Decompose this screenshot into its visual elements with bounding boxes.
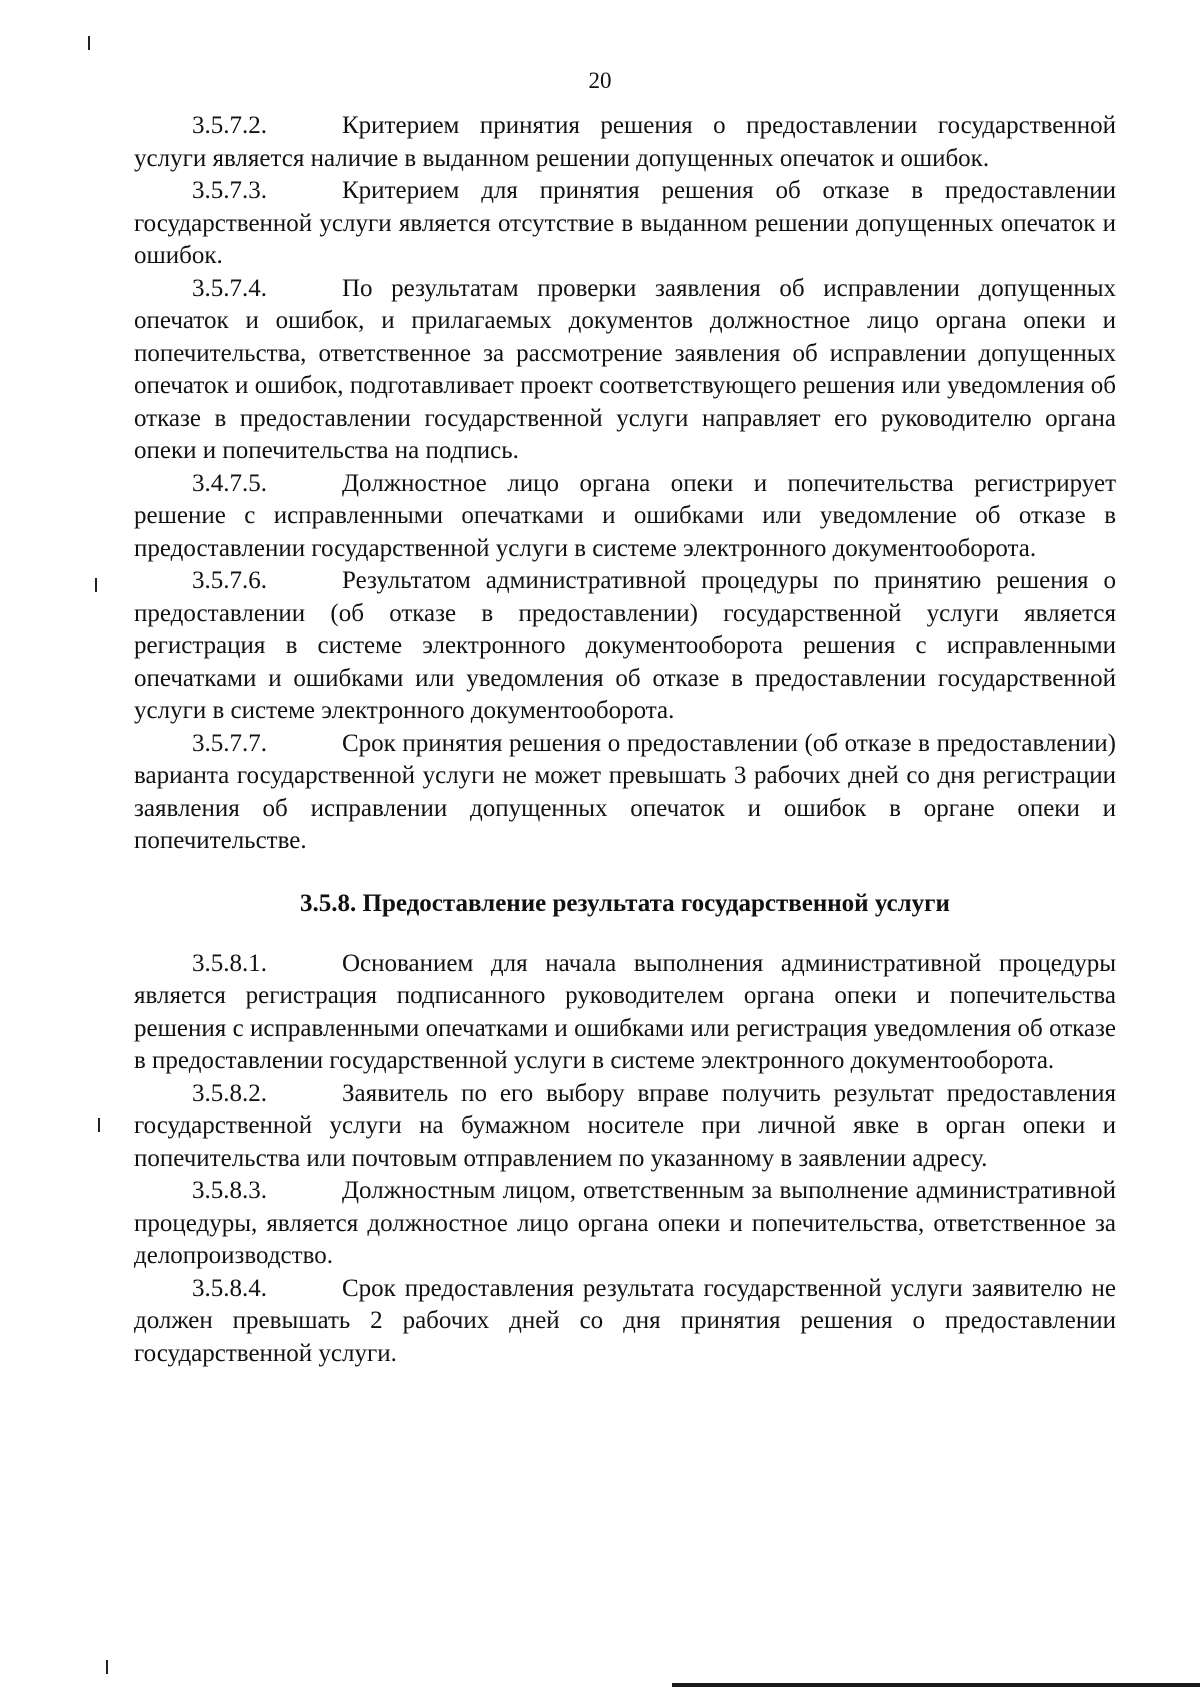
scan-edge-shadow	[672, 1683, 1200, 1687]
document-body	[134, 110, 1116, 1370]
paragraph-3-5-8-1	[134, 948, 1116, 1078]
paragraph-3-5-7-6	[134, 565, 1116, 728]
page-number: 20	[588, 68, 612, 93]
paragraph-number: 3.5.7.4.	[192, 274, 267, 302]
paragraph-number: 3.5.8.1.	[192, 949, 267, 977]
paragraph-number: 3.5.7.3.	[192, 177, 267, 204]
paragraph-text: Должностным лицом, ответственным за выполнение административной процедуры, является должностное лицо органа опеки и попечительства, ответственное за делопроизводство.	[134, 1177, 1116, 1269]
paragraph-text: По результатам проверки заявления об исправлении допущенных опечаток и ошибок, и прилагаемых документов должностное лицо органа опеки и попечительства, ответственное за рассмотрение заявления об исправлении допущенных опечаток и ошибок, подготавливает проект соответствующего решения или уведомления об отказе в предоставлении государственной услуги направляет его руководителю органа опеки и попечительства на подпись.	[134, 274, 1116, 464]
scan-margin-mark	[106, 1660, 108, 1674]
paragraph-3-5-7-2	[134, 110, 1116, 175]
paragraph-number: 3.5.7.6.	[192, 567, 267, 594]
paragraph-number: 3.4.7.5.	[192, 469, 267, 497]
section-heading: 3.5.8. Предоставление результата государственной услуги	[300, 889, 950, 917]
scan-margin-mark	[95, 578, 97, 592]
paragraph-3-4-7-5	[134, 468, 1116, 566]
paragraph-number: 3.5.8.4.	[192, 1274, 267, 1302]
paragraph-number: 3.5.7.2.	[192, 112, 267, 139]
paragraph-text: Критерием для принятия решения об отказе в предоставлении государственной услуги является отсутствие в выданном решении допущенных опечаток и ошибок.	[134, 177, 1116, 269]
paragraph-3-5-7-4	[134, 273, 1116, 468]
paragraph-number: 3.5.8.2.	[192, 1079, 267, 1107]
paragraph-text: Результатом административной процедуры по принятию решения о предоставлении (об отказе в предоставлении) государственной услуги является регистрация в системе электронного документооборота решения с исправленными опечатками и ошибками или уведомления об отказе в предоставлении государственной услуги в системе электронного документооборота.	[134, 567, 1116, 724]
paragraph-text: Заявитель по его выбору вправе получить результат предоставления государственной услуги на бумажном носителе при личной явке в орган опеки и попечительства или почтовым отправлением по указанному в заявлении адресу.	[134, 1079, 1116, 1172]
paragraph-text: Основанием для начала выполнения административной процедуры является регистрация подписанного руководителем органа опеки и попечительства решения с исправленными опечатками и ошибками или регистрация уведомления об отказе в предоставлении государственной услуги в системе электронного документооборота.	[134, 949, 1116, 1074]
paragraph-3-5-8-2	[134, 1078, 1116, 1176]
paragraph-3-5-8-3	[134, 1175, 1116, 1273]
scan-margin-mark	[98, 1118, 100, 1132]
paragraph-number: 3.5.8.3.	[192, 1177, 267, 1204]
paragraph-text: Должностное лицо органа опеки и попечительства регистрирует решение с исправленными опечатками и ошибками или уведомление об отказе в предоставлении государственной услуги в системе электронного документооборота.	[134, 469, 1116, 562]
paragraph-3-5-7-7	[134, 728, 1116, 858]
paragraph-text: Срок принятия решения о предоставлении (об отказе в предоставлении) варианта государственной услуги не может превышать 3 рабочих дней со дня регистрации заявления об исправлении допущенных опечаток и ошибок в органе опеки и попечительстве.	[134, 729, 1116, 854]
paragraph-text: Срок предоставления результата государственной услуги заявителю не должен превышать 2 рабочих дней со дня принятия решения о предоставлении государственной услуги.	[134, 1274, 1116, 1367]
scan-margin-mark	[88, 36, 90, 50]
paragraph-3-5-7-3	[134, 175, 1116, 273]
paragraph-3-5-8-4	[134, 1273, 1116, 1371]
paragraph-text: Критерием принятия решения о предоставлении государственной услуги является наличие в выданном решении допущенных опечаток и ошибок.	[134, 112, 1116, 172]
paragraph-number: 3.5.7.7.	[192, 729, 267, 757]
